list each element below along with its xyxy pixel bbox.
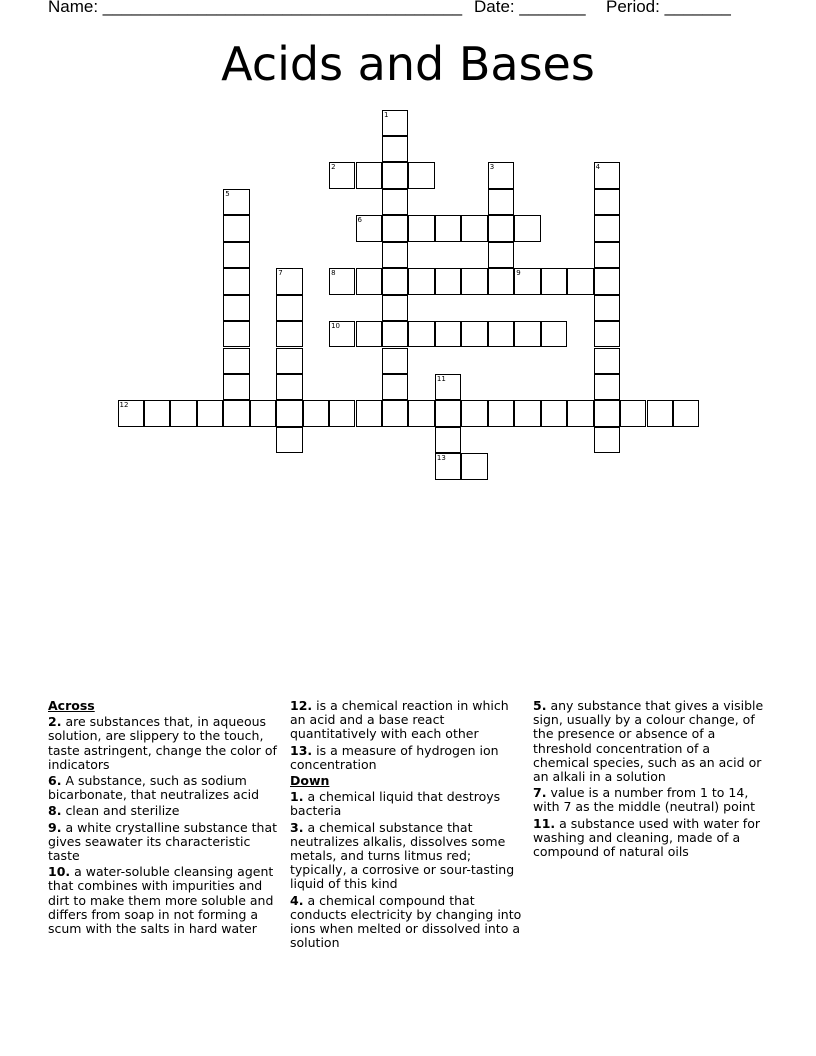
clue-down-5: 5. any substance that gives a visible sign, usually by a colour change, of the presence or absence of a threshold concentration of a chemical species, such as an acid or an alkali in a solution — [533, 698, 764, 785]
grid-cell[interactable] — [223, 348, 249, 374]
clue-number: 13 — [436, 454, 446, 463]
grid-cell[interactable] — [514, 400, 540, 426]
clue-number: 4 — [595, 163, 601, 172]
grid-cell[interactable] — [276, 400, 302, 426]
grid-cell[interactable] — [382, 242, 408, 268]
clue-down-4: 4. a chemical compound that conducts electricity by changing into ions when melted or dissolved into a solution — [290, 892, 522, 951]
grid-cell[interactable] — [435, 374, 461, 400]
clue-number: 11 — [436, 375, 446, 383]
clue-number: 5 — [225, 189, 230, 198]
grid-cell[interactable] — [356, 400, 382, 426]
grid-cell[interactable] — [276, 295, 302, 321]
grid-cell[interactable] — [329, 268, 355, 294]
grid-cell[interactable] — [647, 400, 673, 426]
grid-cell[interactable] — [594, 242, 620, 268]
grid-cell[interactable] — [408, 400, 434, 426]
grid-cell[interactable] — [223, 215, 249, 241]
clue-down-7: 7. value is a number from 1 to 14, with 7 as the middle (neutral) point — [533, 785, 756, 815]
clue-across-10: 10. a water-soluble cleansing agent that combines with impurities and dirt to make them more soluble and differs from soap in not forming a scum with the salts in hard water — [48, 864, 274, 937]
grid-cell[interactable] — [461, 453, 487, 479]
grid-cell[interactable] — [594, 268, 620, 294]
grid-cell[interactable] — [435, 215, 461, 241]
clues-column-2 — [290, 699, 522, 952]
grid-cell[interactable] — [541, 400, 567, 426]
period-field-label[interactable]: Period: _______ — [606, 0, 731, 16]
grid-cell[interactable] — [250, 400, 276, 426]
grid-cell[interactable] — [541, 321, 567, 347]
grid-cell[interactable] — [329, 400, 355, 426]
grid-cell[interactable] — [594, 295, 620, 321]
grid-cell[interactable] — [303, 400, 329, 426]
grid-cell[interactable] — [223, 295, 249, 321]
grid-cell[interactable] — [488, 268, 514, 294]
grid-cell[interactable] — [408, 321, 434, 347]
grid-cell[interactable] — [356, 268, 382, 294]
grid-cell[interactable] — [488, 162, 514, 188]
grid-cell[interactable] — [382, 189, 408, 215]
clues-column-3 — [533, 699, 769, 861]
grid-cell[interactable] — [356, 162, 382, 188]
grid-cell[interactable] — [197, 400, 223, 426]
grid-cell[interactable] — [356, 215, 382, 241]
grid-cell[interactable] — [170, 400, 196, 426]
grid-cell[interactable] — [276, 348, 302, 374]
grid-cell[interactable] — [329, 162, 355, 188]
grid-cell[interactable] — [382, 136, 408, 162]
clues-column-1 — [48, 699, 283, 938]
clue-across-2: 2. are substances that, in aqueous solution, are slippery to the touch, taste astringent, change the color of indicators — [48, 714, 277, 772]
grid-cell[interactable] — [594, 321, 620, 347]
grid-cell[interactable] — [594, 348, 620, 374]
grid-cell[interactable] — [382, 400, 408, 426]
grid-cell[interactable] — [594, 400, 620, 426]
clue-number: 10 — [331, 322, 341, 331]
grid-cell[interactable] — [223, 268, 249, 294]
grid-cell[interactable] — [488, 215, 514, 241]
grid-cell[interactable] — [620, 400, 646, 426]
clue-across-8: 8. clean and sterilize — [48, 803, 180, 819]
grid-cell[interactable] — [435, 321, 461, 347]
grid-cell[interactable] — [223, 189, 249, 215]
grid-cell[interactable] — [435, 400, 461, 426]
grid-cell[interactable] — [382, 162, 408, 188]
grid-cell[interactable] — [356, 321, 382, 347]
grid-cell[interactable] — [594, 215, 620, 241]
crossword-grid — [0, 0, 816, 500]
grid-cell[interactable] — [382, 110, 408, 136]
page-title: Acids and Bases — [221, 37, 595, 91]
grid-cell[interactable] — [461, 321, 487, 347]
grid-cell[interactable] — [223, 321, 249, 347]
grid-cell[interactable] — [488, 242, 514, 268]
clue-number: 9 — [516, 269, 521, 278]
grid-cell[interactable] — [461, 400, 487, 426]
grid-cell[interactable] — [594, 427, 620, 453]
clue-across-12: 12. is a chemical reaction in which an acid and a base react quantitatively with each other — [290, 698, 509, 742]
grid-cell[interactable] — [488, 400, 514, 426]
grid-cell[interactable] — [223, 242, 249, 268]
clue-number: 1 — [384, 110, 389, 119]
grid-cell[interactable] — [276, 268, 302, 294]
grid-cell[interactable] — [276, 427, 302, 453]
clue-number: 6 — [357, 216, 363, 225]
grid-cell[interactable] — [382, 295, 408, 321]
grid-cell[interactable] — [382, 348, 408, 374]
grid-cell[interactable] — [435, 427, 461, 453]
clue-across-6: 6. A substance, such as sodium bicarbonate, that neutralizes acid — [48, 773, 259, 803]
grid-cell[interactable] — [382, 321, 408, 347]
grid-cell[interactable] — [488, 189, 514, 215]
grid-cell[interactable] — [673, 400, 699, 426]
grid-cell[interactable] — [567, 268, 593, 294]
grid-cell[interactable] — [408, 215, 434, 241]
grid-cell[interactable] — [382, 374, 408, 400]
grid-cell[interactable] — [408, 162, 434, 188]
grid-cell[interactable] — [541, 268, 567, 294]
grid-cell[interactable] — [382, 268, 408, 294]
grid-cell[interactable] — [329, 321, 355, 347]
across-heading: Across — [48, 698, 95, 713]
grid-cell[interactable] — [461, 215, 487, 241]
grid-cell[interactable] — [435, 268, 461, 294]
grid-cell[interactable] — [144, 400, 170, 426]
grid-cell[interactable] — [594, 374, 620, 400]
clue-number: 7 — [278, 269, 283, 278]
date-field-label[interactable]: Date: _______ — [474, 0, 586, 16]
clue-down-1: 1. a chemical liquid that destroys bacteria — [290, 789, 501, 819]
grid-cell[interactable] — [435, 453, 461, 479]
down-heading: Down — [290, 773, 330, 789]
name-field-label[interactable]: Name: ______________________________________ — [48, 0, 463, 16]
grid-cell[interactable] — [594, 162, 620, 188]
clue-down-3: 3. a chemical substance that neutralizes alkalis, dissolves some metals, and turns litmus red; typically, a corrosive or sour-tasting liquid of this kind — [290, 819, 515, 892]
clue-number: 2 — [331, 163, 336, 172]
grid-cell[interactable] — [382, 215, 408, 241]
clue-down-11: 11. a substance used with water for washing and cleaning, made of a compound of natural oils — [533, 815, 760, 860]
grid-cell[interactable] — [223, 374, 249, 400]
grid-cell[interactable] — [514, 321, 540, 347]
grid-cell[interactable] — [408, 268, 434, 294]
clue-across-13: 13. is a measure of hydrogen ion concentration — [290, 742, 499, 772]
grid-cell[interactable] — [276, 374, 302, 400]
clue-across-9: 9. a white crystalline substance that gives seawater its characteristic taste — [48, 819, 278, 864]
clue-number: 8 — [331, 269, 336, 278]
grid-cell[interactable] — [461, 268, 487, 294]
clue-number: 3 — [489, 163, 495, 172]
grid-cell[interactable] — [567, 400, 593, 426]
grid-cell[interactable] — [514, 215, 540, 241]
grid-cell[interactable] — [118, 400, 144, 426]
grid-cell[interactable] — [594, 189, 620, 215]
clue-number: 12 — [119, 401, 129, 410]
grid-cell[interactable] — [488, 321, 514, 347]
grid-cell[interactable] — [276, 321, 302, 347]
grid-cell[interactable] — [223, 400, 249, 426]
grid-cell[interactable] — [514, 268, 540, 294]
